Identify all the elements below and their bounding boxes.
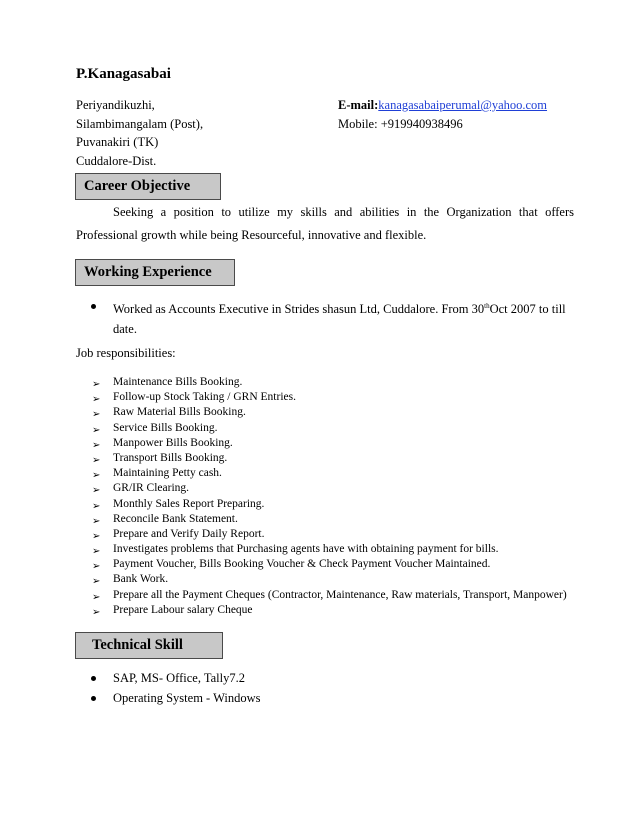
responsibility-item: ➢ Investigates problems that Purchasing agents have with obtaining payment for bills.	[76, 542, 596, 557]
arrow-bullet-icon: ➢	[92, 470, 101, 482]
responsibility-item: ➢ Transport Bills Booking.	[76, 451, 596, 466]
technical-skill-heading: Technical Skill	[75, 632, 223, 659]
responsibility-item: ➢ Raw Material Bills Booking.	[76, 405, 596, 420]
responsibility-item: ➢ GR/IR Clearing.	[76, 481, 596, 496]
skill-item: SAP, MS- Office, Tally7.2	[76, 668, 576, 688]
career-objective-text	[76, 201, 574, 247]
career-objective-body: Seeking a position to utilize my skills and abilities in the Organization that offers Professional growth while being Resourceful, innovative and flexible.	[76, 205, 574, 242]
responsibility-item: ➢ Maintaining Petty cash.	[76, 466, 596, 481]
dot-bullet-icon	[91, 676, 96, 681]
arrow-bullet-icon: ➢	[92, 394, 101, 406]
email-link[interactable]: kanagasabaiperumal@yahoo.com	[378, 98, 548, 112]
responsibility-item: ➢ Prepare and Verify Daily Report.	[76, 527, 596, 542]
arrow-bullet-icon: ➢	[92, 500, 101, 512]
arrow-bullet-icon: ➢	[92, 409, 101, 421]
responsibility-item: ➢ Reconcile Bank Statement.	[76, 512, 596, 527]
skill-item: Operating System - Windows	[76, 688, 576, 708]
responsibility-item: ➢ Manpower Bills Booking.	[76, 436, 596, 451]
responsibility-item: ➢ Service Bills Booking.	[76, 421, 596, 436]
responsibility-item: ➢ Payment Voucher, Bills Booking Voucher & Check Payment Voucher Maintained.	[76, 557, 596, 572]
experience-list	[76, 296, 576, 339]
address-line: Silambimangalam (Post),	[76, 116, 204, 131]
responsibility-item: ➢ Bank Work.	[76, 572, 596, 587]
email-label: E-mail:	[338, 98, 379, 112]
job-responsibilities-label: Job responsibilities:	[76, 346, 176, 360]
contact-block	[338, 96, 547, 133]
dot-bullet-icon	[91, 304, 96, 309]
candidate-name: P.Kanagasabai	[76, 66, 171, 82]
career-objective-heading: Career Objective	[75, 173, 221, 200]
arrow-bullet-icon: ➢	[92, 439, 101, 451]
arrow-bullet-icon: ➢	[92, 561, 101, 573]
mobile-line: Mobile: +919940938496	[338, 116, 463, 131]
experience-item: Worked as Accounts Executive in Strides shasun Ltd, Cuddalore. From 30thOct 2007 to till date.	[76, 296, 576, 339]
arrow-bullet-icon: ➢	[92, 576, 101, 588]
arrow-bullet-icon: ➢	[92, 379, 101, 390]
dot-bullet-icon	[91, 696, 96, 701]
responsibilities-list	[76, 375, 596, 618]
arrow-bullet-icon: ➢	[92, 591, 101, 603]
arrow-bullet-icon: ➢	[92, 424, 101, 436]
working-experience-heading: Working Experience	[75, 259, 235, 286]
arrow-bullet-icon: ➢	[92, 530, 101, 542]
address-line: Cuddalore-Dist.	[76, 153, 157, 168]
responsibility-item: ➢ Maintenance Bills Booking.	[76, 375, 596, 390]
arrow-bullet-icon: ➢	[92, 515, 101, 527]
arrow-bullet-icon: ➢	[92, 546, 101, 558]
responsibility-item: ➢ Monthly Sales Report Preparing.	[76, 497, 596, 512]
responsibility-item: ➢ Follow-up Stock Taking / GRN Entries.	[76, 390, 596, 405]
address-line: Periyandikuzhi,	[76, 98, 155, 112]
email-line	[338, 96, 547, 115]
responsibility-item: ➢ Prepare all the Payment Cheques (Contractor, Maintenance, Raw materials, Transport, Manpower)	[76, 588, 596, 603]
arrow-bullet-icon: ➢	[92, 485, 101, 497]
address-line: Puvanakiri (TK)	[76, 135, 159, 149]
technical-skill-list	[76, 668, 576, 708]
arrow-bullet-icon: ➢	[92, 454, 101, 466]
address-block	[76, 96, 203, 170]
responsibility-item: ➢ Prepare Labour salary Cheque	[76, 603, 596, 618]
arrow-bullet-icon: ➢	[92, 606, 101, 618]
